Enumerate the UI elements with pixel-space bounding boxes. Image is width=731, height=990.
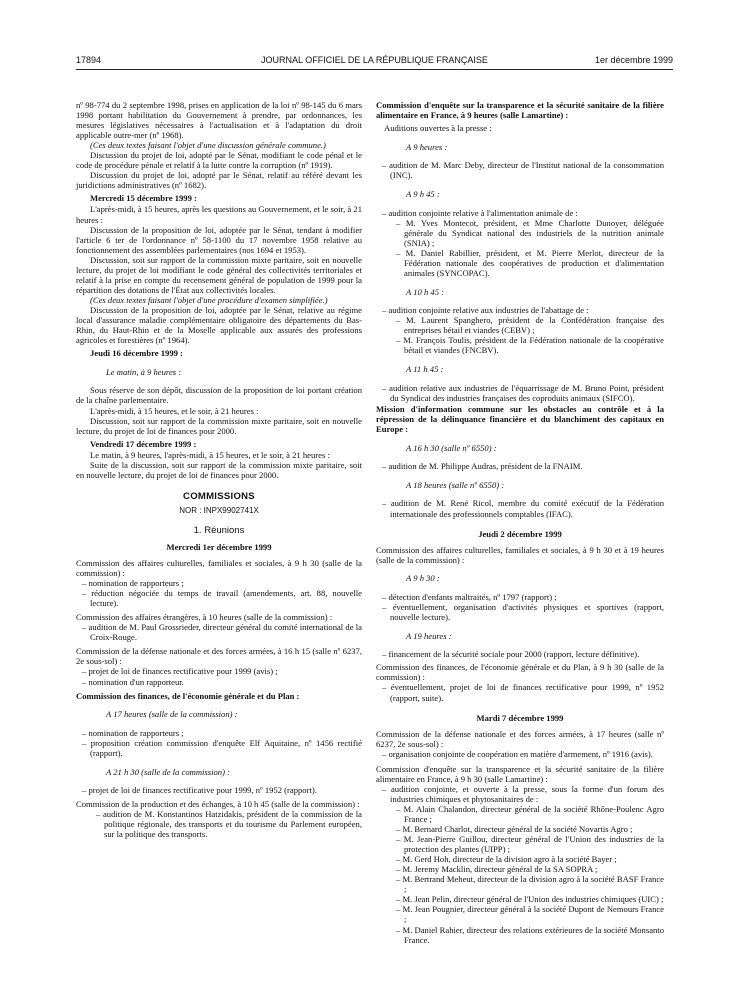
time-line: L'après-midi, à 15 heures, et le soir, à 21 heures : — [90, 405, 259, 416]
time-line: A 21 h 30 (salle de la commission) : — [106, 766, 230, 777]
agenda-item: – réduction négociée du temps de travail (amendements, art. 88, nouvelle lecture). — [82, 588, 362, 609]
agenda-item: – audition de M. Konstantinos Hatzidakis, président de la commission de la politique régionale, des transports et du tourisme du Parlement européen, sur la politique des transports. — [96, 809, 362, 840]
agenda-item: – audition conjointe, et ouverte à la presse, sous la forme d'un forum des industries chimiques et phytosanitaires de : — [382, 783, 664, 804]
time-line: A 17 heures (salle de la commission) : — [106, 709, 238, 720]
agenda-subitem: – M. François Toulis, président de la Fédération nationale de la coopérative bétail et viandes (FNCBV). — [396, 335, 664, 356]
journal-title: JOURNAL OFFICIEL DE LA RÉPUBLIQUE FRANÇAISE — [261, 55, 488, 65]
commission-title: Commission d'enquête sur la transparence et la sécurité sanitaire de la filière alimentaire en France, à 9 h 30 (salle Lamartine) : — [376, 763, 664, 784]
paragraph: Discussion de la proposition de loi, adoptée par le Sénat, relative au régime local d'assurance maladie complémentaire obligatoire des départements du Bas-Rhin, du Haut-Rhin et de la Moselle applicable aux assurés des professions agricoles et forestières (nº 1964). — [76, 304, 362, 346]
agenda-subitem: – M. Daniel Rabillier, président, et M. Pierre Merlot, directeur de la Fédération nationale des coopératives de production et d'alimentation animales (SYNCOPAC). — [396, 247, 664, 278]
date-heading: Jeudi 2 décembre 1999 — [478, 528, 562, 539]
agenda-subitem: – M. Jean Pougnier, directeur général à la société Dupont de Nemours France ; — [396, 904, 664, 925]
agenda-subitem: – M. Gerd Hoh, directeur de la division agro à la société Bayer ; — [396, 854, 617, 865]
paragraph: Discussion de la proposition de loi, adoptée par le Sénat, tendant à modifier l'article 6 ter de l'ordonnance nº 58-1100 du 17 novembre 1958 relative au fonctionnement des assemblées parlementaires (nos 1694 et 1953). — [76, 224, 362, 255]
time-line: A 9 h 30 : — [406, 573, 440, 584]
paragraph: Discussion du projet de loi, adopté par le Sénat, relatif au référé devant les juridictions administratives (nº 1682). — [76, 170, 362, 191]
time-line: A 10 h 45 : — [406, 286, 445, 297]
note: (Ces deux textes faisant l'objet d'une procédure d'examen simplifiée.) — [90, 294, 328, 305]
time-line: L'après-midi, à 15 heures, après les questions au Gouvernement, et le soir, à 21 heures : — [76, 204, 362, 225]
agenda-item: – éventuellement, projet de loi de finances rectificative pour 1999, nº 1952 (rapport, suite). — [382, 682, 664, 703]
time-line: A 9 h 45 : — [406, 189, 440, 200]
commission-title: Commission des finances, de l'économie générale et du Plan, à 9 h 30 (salle de la commission) : — [376, 662, 664, 683]
agenda-item: – audition conjointe relative aux industries de l'abattage de : — [382, 305, 589, 316]
day-heading: Vendredi 17 décembre 1999 : — [90, 438, 197, 449]
agenda-item: – audition conjointe relative à l'alimentation animale de : — [382, 207, 578, 218]
agenda-item: – financement de la sécurité sociale pour 2000 (rapport, lecture définitive). — [382, 649, 640, 660]
commission-title: Commission des affaires culturelles, familiales et sociales, à 9 h 30 et à 19 heures (salle de la commission) : — [376, 544, 664, 565]
time-line: A 16 h 30 (salle nº 6550) : — [406, 442, 497, 453]
day-heading: Mercredi 15 décembre 1999 : — [90, 193, 197, 204]
issue-date: 1er décembre 1999 — [594, 55, 673, 65]
agenda-item: – audition de M. Philippe Audras, président de la FNAIM. — [382, 461, 583, 472]
right-column — [376, 100, 664, 945]
agenda-subitem: – M. Alain Chalandon, directeur général de la société Rhône-Poulenc Agro France ; — [396, 803, 664, 824]
agenda-subitem: – M. Laurent Spanghero, président de la Confédération française des entreprises bétail et viandes (CEBV) ; — [396, 315, 664, 336]
date-heading: Mercredi 1er décembre 1999 — [166, 541, 272, 552]
paragraph: Auditions ouvertes à la presse : — [384, 123, 492, 134]
page-header — [76, 55, 673, 69]
agenda-item: – audition relative aux industries de l'équarrissage de M. Bruno Point, président du Syndicat des industries françaises des coproduits animaux (SIFCO). — [382, 382, 664, 403]
paragraph: Sous réserve de son dépôt, discussion de la proposition de loi portant création de la chaîne parlementaire. — [76, 385, 362, 406]
agenda-item: – projet de loi de finances rectificative pour 1999 (avis) ; — [82, 666, 278, 677]
time-line: A 19 heures : — [406, 630, 452, 641]
commission-title: Commission des affaires culturelles, familiales et sociales, à 9 h 30 (salle de la commission) : — [76, 558, 362, 579]
date-heading: Mardi 7 décembre 1999 — [476, 712, 564, 723]
agenda-item: – nomination de rapporteurs ; — [82, 578, 184, 589]
note: (Ces deux textes faisant l'objet d'une discussion générale commune.) — [90, 140, 326, 151]
agenda-subitem: – M. Bernard Charlot, directeur général de la société Novartis Agro ; — [396, 824, 633, 835]
agenda-subitem: – M. Jeremy Macklin, directeur général de la SA SOPRA ; — [396, 864, 598, 875]
section-title: COMMISSIONS — [183, 490, 255, 502]
agenda-subitem: – M. Jean-Pierre Guillou, directeur général de l'Union des industries de la protection des plantes (UIPP) ; — [396, 834, 664, 855]
page-number: 17894 — [76, 55, 102, 65]
paragraph: Discussion du projet de loi, adopté par le Sénat, modifiant le code pénal et le code de procédure pénale et relatif à la lutte contre la corruption (nº 1919). — [76, 150, 362, 171]
commission-title: Commission de la défense nationale et des forces armées, à 16 h 15 (salle nº 6237, 2e sous-sol) : — [76, 646, 362, 667]
time-line: A 11 h 45 : — [406, 364, 444, 375]
agenda-item: – organisation conjointe de coopération en matière d'armement, nº 1916 (avis). — [382, 748, 653, 759]
paragraph: Suite de la discussion, soit sur rapport de la commission mixte paritaire, soit en nouvelle lecture, du projet de loi de finances pour 2000. — [76, 459, 362, 480]
agenda-item: – audition de M. René Ricol, membre du comité exécutif de la Fédération internationale des professionnels comptables (IFAC). — [382, 498, 664, 519]
subsection-title: 1. Réunions — [193, 524, 245, 536]
agenda-item: – nomination d'un rapporteur. — [82, 676, 184, 687]
agenda-item: – éventuellement, organisation d'activités physiques et sportives (rapport, nouvelle lecture). — [382, 602, 664, 623]
agenda-item: – audition de M. Paul Grossrieder, directeur général du comité international de la Croix-Rouge. — [82, 622, 362, 643]
time-line: Le matin, à 9 heures : — [106, 366, 182, 377]
time-line: A 18 heures (salle nº 6550) : — [406, 479, 505, 490]
left-column — [76, 100, 362, 839]
time-line: A 9 heures : — [406, 141, 448, 152]
agenda-item: – proposition création commission d'enquête Elf Aquitaine, nº 1456 rectifié (rapport). — [82, 737, 362, 758]
intro-paragraph: nº 98-774 du 2 septembre 1998, prises en application de la loi nº 98-145 du 6 mars 1998 portant habilitation du Gouvernement à prendre, par ordonnances, les mesures législatives nécessaires à l'actualisation et à l'adaptation du droit applicable outre-mer (nº 1968). — [76, 100, 362, 141]
nor-reference: NOR : INPX9902741X — [179, 505, 259, 515]
paragraph: Discussion, soit sur rapport de la commission mixte paritaire, soit en nouvelle lecture, du projet de loi modifiant le code général des collectivités territoriales et relatif à la prise en compte du recensement général de population de 1999 pour la répartition des dotations de l'État aux collectivités locales. — [76, 254, 362, 295]
agenda-subitem: – M. Jean Pelin, directeur général de l'Union des industries chimiques (UIC) ; — [396, 894, 664, 905]
agenda-item: – audition de M. Marc Deby, directeur de l'Institut national de la consommation (INC). — [382, 160, 664, 181]
commission-title: Commission de la défense nationale et des forces armées, à 17 heures (salle nº 6237, 2e sous-sol) : — [376, 728, 664, 749]
commission-title: Commission des finances, de l'économie générale et du Plan : — [76, 690, 300, 701]
paragraph: Discussion, soit sur rapport de la commission mixte paritaire, soit en nouvelle lecture, du projet de loi de finances pour 2000. — [76, 415, 362, 436]
commission-title: Commission de la production et des échanges, à 10 h 45 (salle de la commission) : — [76, 799, 360, 810]
commission-title: Commission d'enquête sur la transparence et la sécurité sanitaire de la filière alimentaire en France, à 9 heures (salle Lamartine) : — [376, 100, 664, 121]
agenda-item: – projet de loi de finances rectificative pour 1999, nº 1952 (rapport). — [82, 785, 317, 796]
agenda-item: – nomination de rapporteurs ; — [82, 727, 184, 738]
agenda-item: – détection d'enfants maltraités, nº 1797 (rapport) ; — [382, 591, 557, 602]
header-rule — [76, 69, 673, 70]
time-line: Le matin, à 9 heures, l'après-midi, à 15 heures, et le soir, à 21 heures : — [90, 449, 330, 460]
commission-title: Commission des affaires étrangères, à 10 heures (salle de la commission) : — [76, 612, 333, 623]
agenda-subitem: – M. Daniel Rahier, directeur des relations extérieures de la société Monsanto France. — [396, 924, 664, 945]
day-heading: Jeudi 16 décembre 1999 : — [90, 348, 183, 359]
agenda-subitem: – M. Bertrand Meheut, directeur de la division agro à la société BASF France ; — [396, 874, 664, 895]
commission-title: Mission d'information commune sur les obstacles au contrôle et à la répression de la délinquance financière et du blanchiment des capitaux en Europe : — [376, 403, 664, 434]
agenda-subitem: – M. Yves Montecot, président, et Mme Charlotte Dunoyer, déléguée générale du Syndicat national des industriels de la nutrition animale (SNIA) ; — [396, 217, 664, 248]
